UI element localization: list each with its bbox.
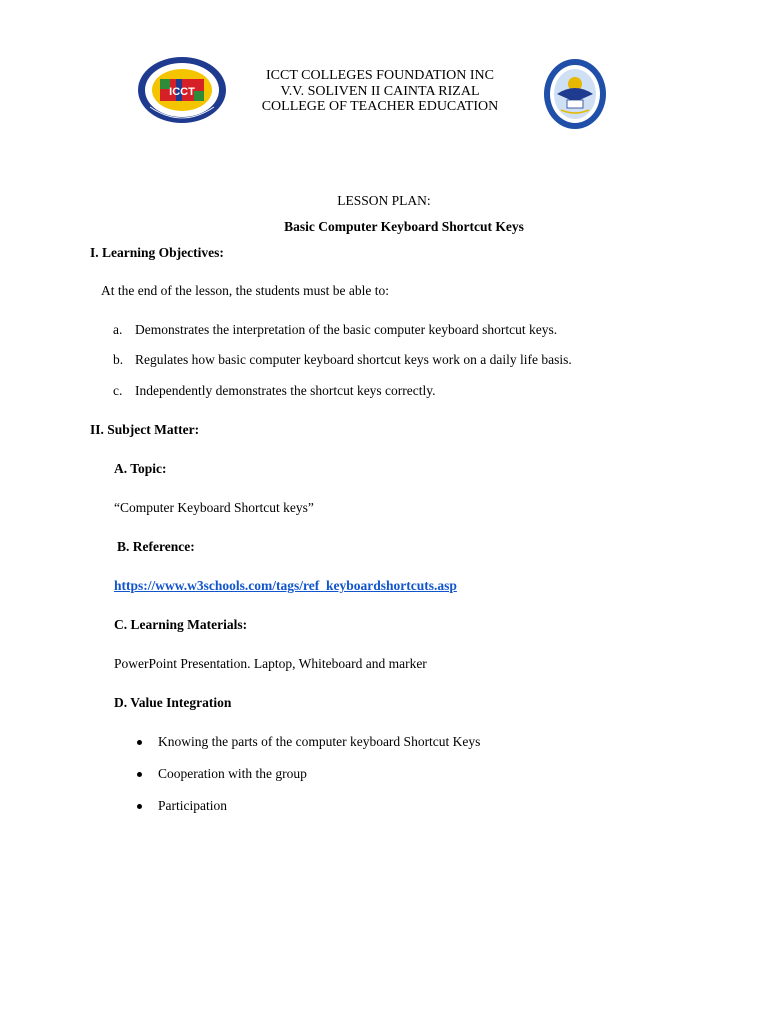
objective-marker-c: c. [113, 383, 123, 398]
bullet-icon [137, 740, 142, 745]
logo-center-text: ICCT [169, 86, 195, 98]
objective-text-c: Independently demonstrates the shortcut keys correctly. [135, 383, 436, 398]
reference-heading: B. Reference: [117, 539, 195, 554]
reference-link[interactable]: https://www.w3schools.com/tags/ref_keyboardshortcuts.asp [114, 578, 457, 593]
objectives-heading: I. Learning Objectives: [90, 245, 224, 260]
bullet-icon [137, 804, 142, 809]
header-line-2: V.V. SOLIVEN II CAINTA RIZAL [280, 83, 480, 99]
teacher-education-seal-icon [543, 58, 607, 130]
institution-header [240, 68, 520, 115]
materials-heading: C. Learning Materials: [114, 617, 248, 632]
icct-seal-logo-icon [136, 55, 228, 125]
value-item-1: Knowing the parts of the computer keyboard Shortcut Keys [158, 734, 481, 749]
header-line-3: COLLEGE OF TEACHER EDUCATION [261, 99, 499, 114]
lesson-subject-title: Basic Computer Keyboard Shortcut Keys [284, 219, 524, 234]
objective-marker-b: b. [113, 352, 124, 367]
objective-text-a: Demonstrates the interpretation of the basic computer keyboard shortcut keys. [135, 322, 558, 337]
value-item-3: Participation [158, 798, 227, 813]
value-integration-heading: D. Value Integration [114, 695, 232, 710]
subject-matter-heading: II. Subject Matter: [90, 422, 200, 437]
topic-heading: A. Topic: [114, 461, 167, 476]
bullet-icon [137, 772, 142, 777]
objective-marker-a: a. [113, 322, 123, 337]
lesson-plan-label: LESSON PLAN: [337, 193, 431, 208]
value-item-2: Cooperation with the group [158, 766, 307, 781]
objectives-intro: At the end of the lesson, the students must be able to: [101, 283, 389, 298]
materials-text: PowerPoint Presentation. Laptop, Whiteboard and marker [114, 656, 427, 671]
header-line-1: ICCT COLLEGES FOUNDATION INC [265, 68, 495, 83]
topic-text: “Computer Keyboard Shortcut keys” [114, 500, 314, 515]
objective-text-b: Regulates how basic computer keyboard shortcut keys work on a daily life basis. [135, 352, 572, 367]
